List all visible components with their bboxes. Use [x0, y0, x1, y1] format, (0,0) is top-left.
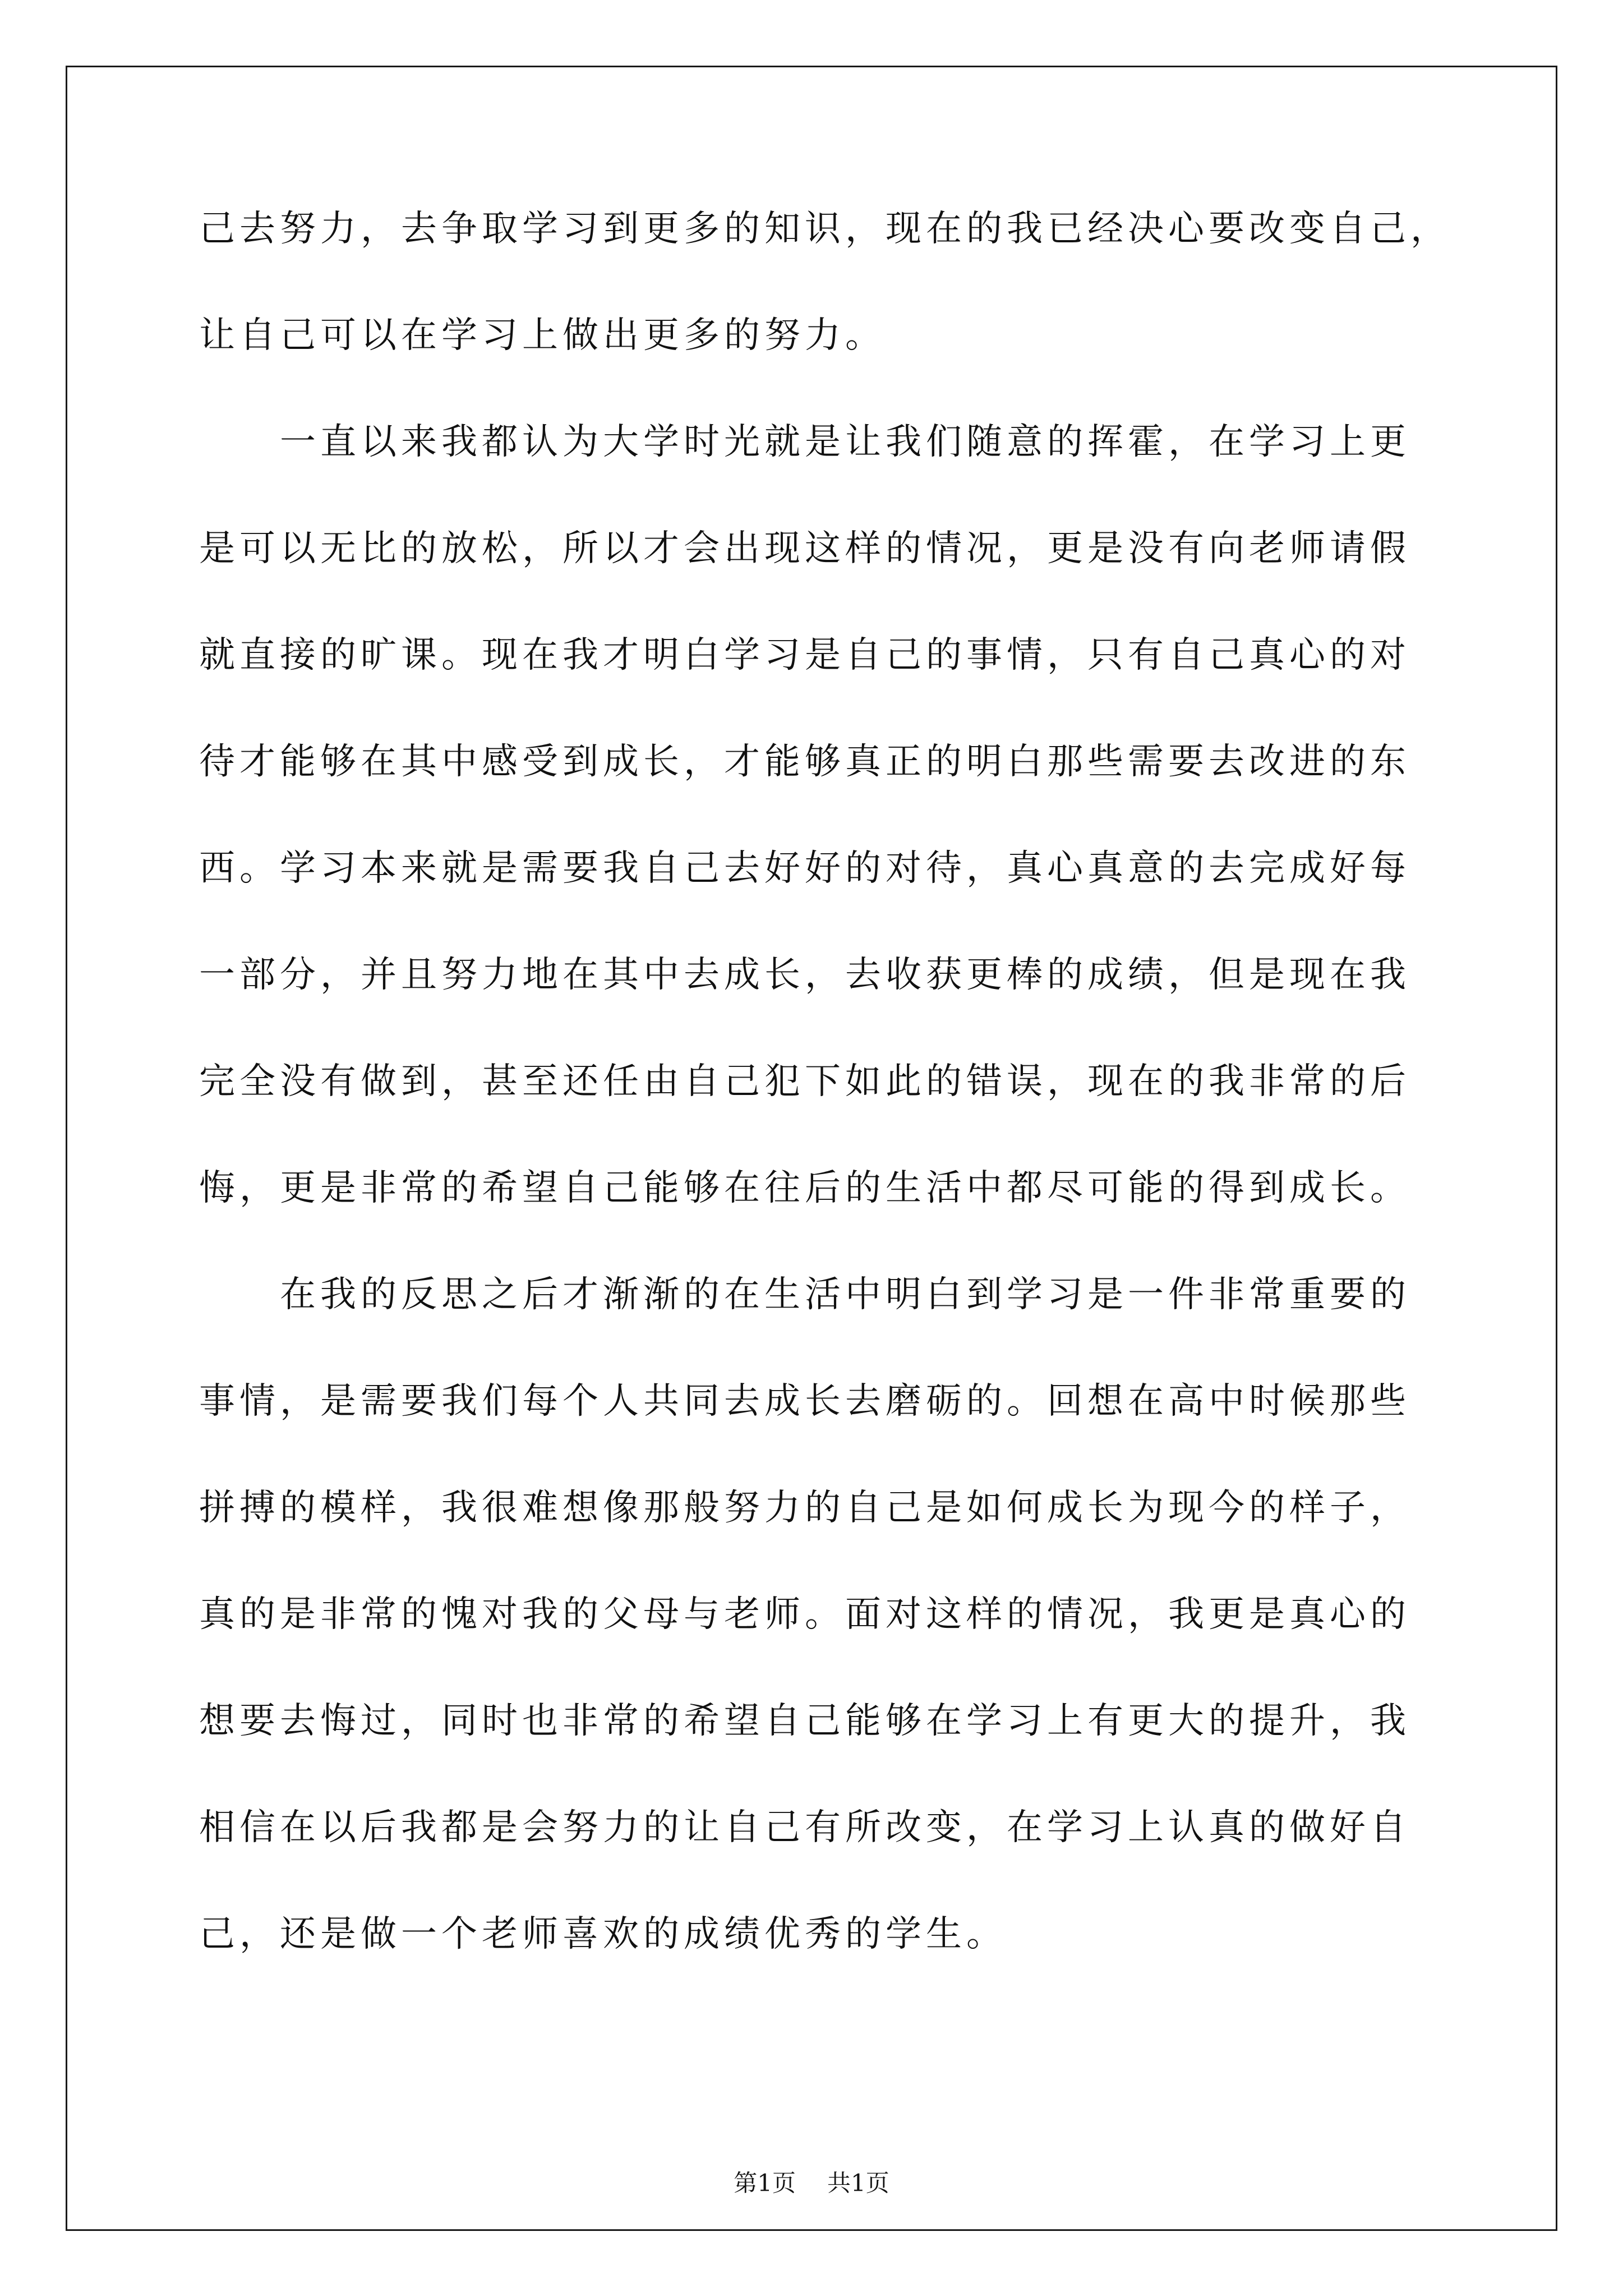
text-line-4: 是可以无比的放松，所以才会出现这样的情况，更是没有向老师请假	[199, 528, 1410, 569]
text-line-16: 相信在以后我都是会努力的让自己有所改变，在学习上认真的做好自	[199, 1807, 1410, 1848]
page-total: 共1页	[827, 2169, 889, 2197]
document-body	[199, 208, 1451, 2019]
text-line-17: 己，还是做一个老师喜欢的成绩优秀的学生。	[199, 1913, 1007, 1955]
page-number: 第1页	[734, 2169, 796, 2197]
text-line-15: 想要去悔过，同时也非常的希望自己能够在学习上有更大的提升，我	[199, 1700, 1410, 1742]
text-line-13: 拼搏的模样，我很难想像那般努力的自己是如何成长为现今的样子，	[199, 1487, 1410, 1529]
text-line-7: 西。学习本来就是需要我自己去好好的对待，真心真意的去完成好每	[199, 848, 1410, 889]
text-line-6: 待才能够在其中感受到成长，才能够真正的明白那些需要去改进的东	[199, 741, 1410, 783]
text-line-11: 在我的反思之后才渐渐的在生活中明白到学习是一件非常重要的	[280, 1274, 1410, 1315]
text-line-5: 就直接的旷课。现在我才明白学习是自己的事情，只有自己真心的对	[199, 634, 1410, 676]
text-line-10: 悔，更是非常的希望自己能够在往后的生活中都尽可能的得到成长。	[199, 1167, 1410, 1209]
text-line-12: 事情，是需要我们每个人共同去成长去磨砺的。回想在高中时候那些	[199, 1381, 1410, 1422]
text-line-3: 一直以来我都认为大学时光就是让我们随意的挥霍，在学习上更	[280, 421, 1410, 463]
text-line-9: 完全没有做到，甚至还任由自己犯下如此的错误，现在的我非常的后	[199, 1061, 1410, 1102]
text-line-2: 让自己可以在学习上做出更多的努力。	[199, 315, 886, 356]
text-line-1: 己去努力，去争取学习到更多的知识，现在的我已经决心要改变自己，	[199, 208, 1451, 250]
text-line-14: 真的是非常的愧对我的父母与老师。面对这样的情况，我更是真心的	[199, 1594, 1410, 1635]
text-line-8: 一部分，并且努力地在其中去成长，去收获更棒的成绩，但是现在我	[199, 954, 1410, 996]
page-footer	[0, 2166, 1623, 2200]
